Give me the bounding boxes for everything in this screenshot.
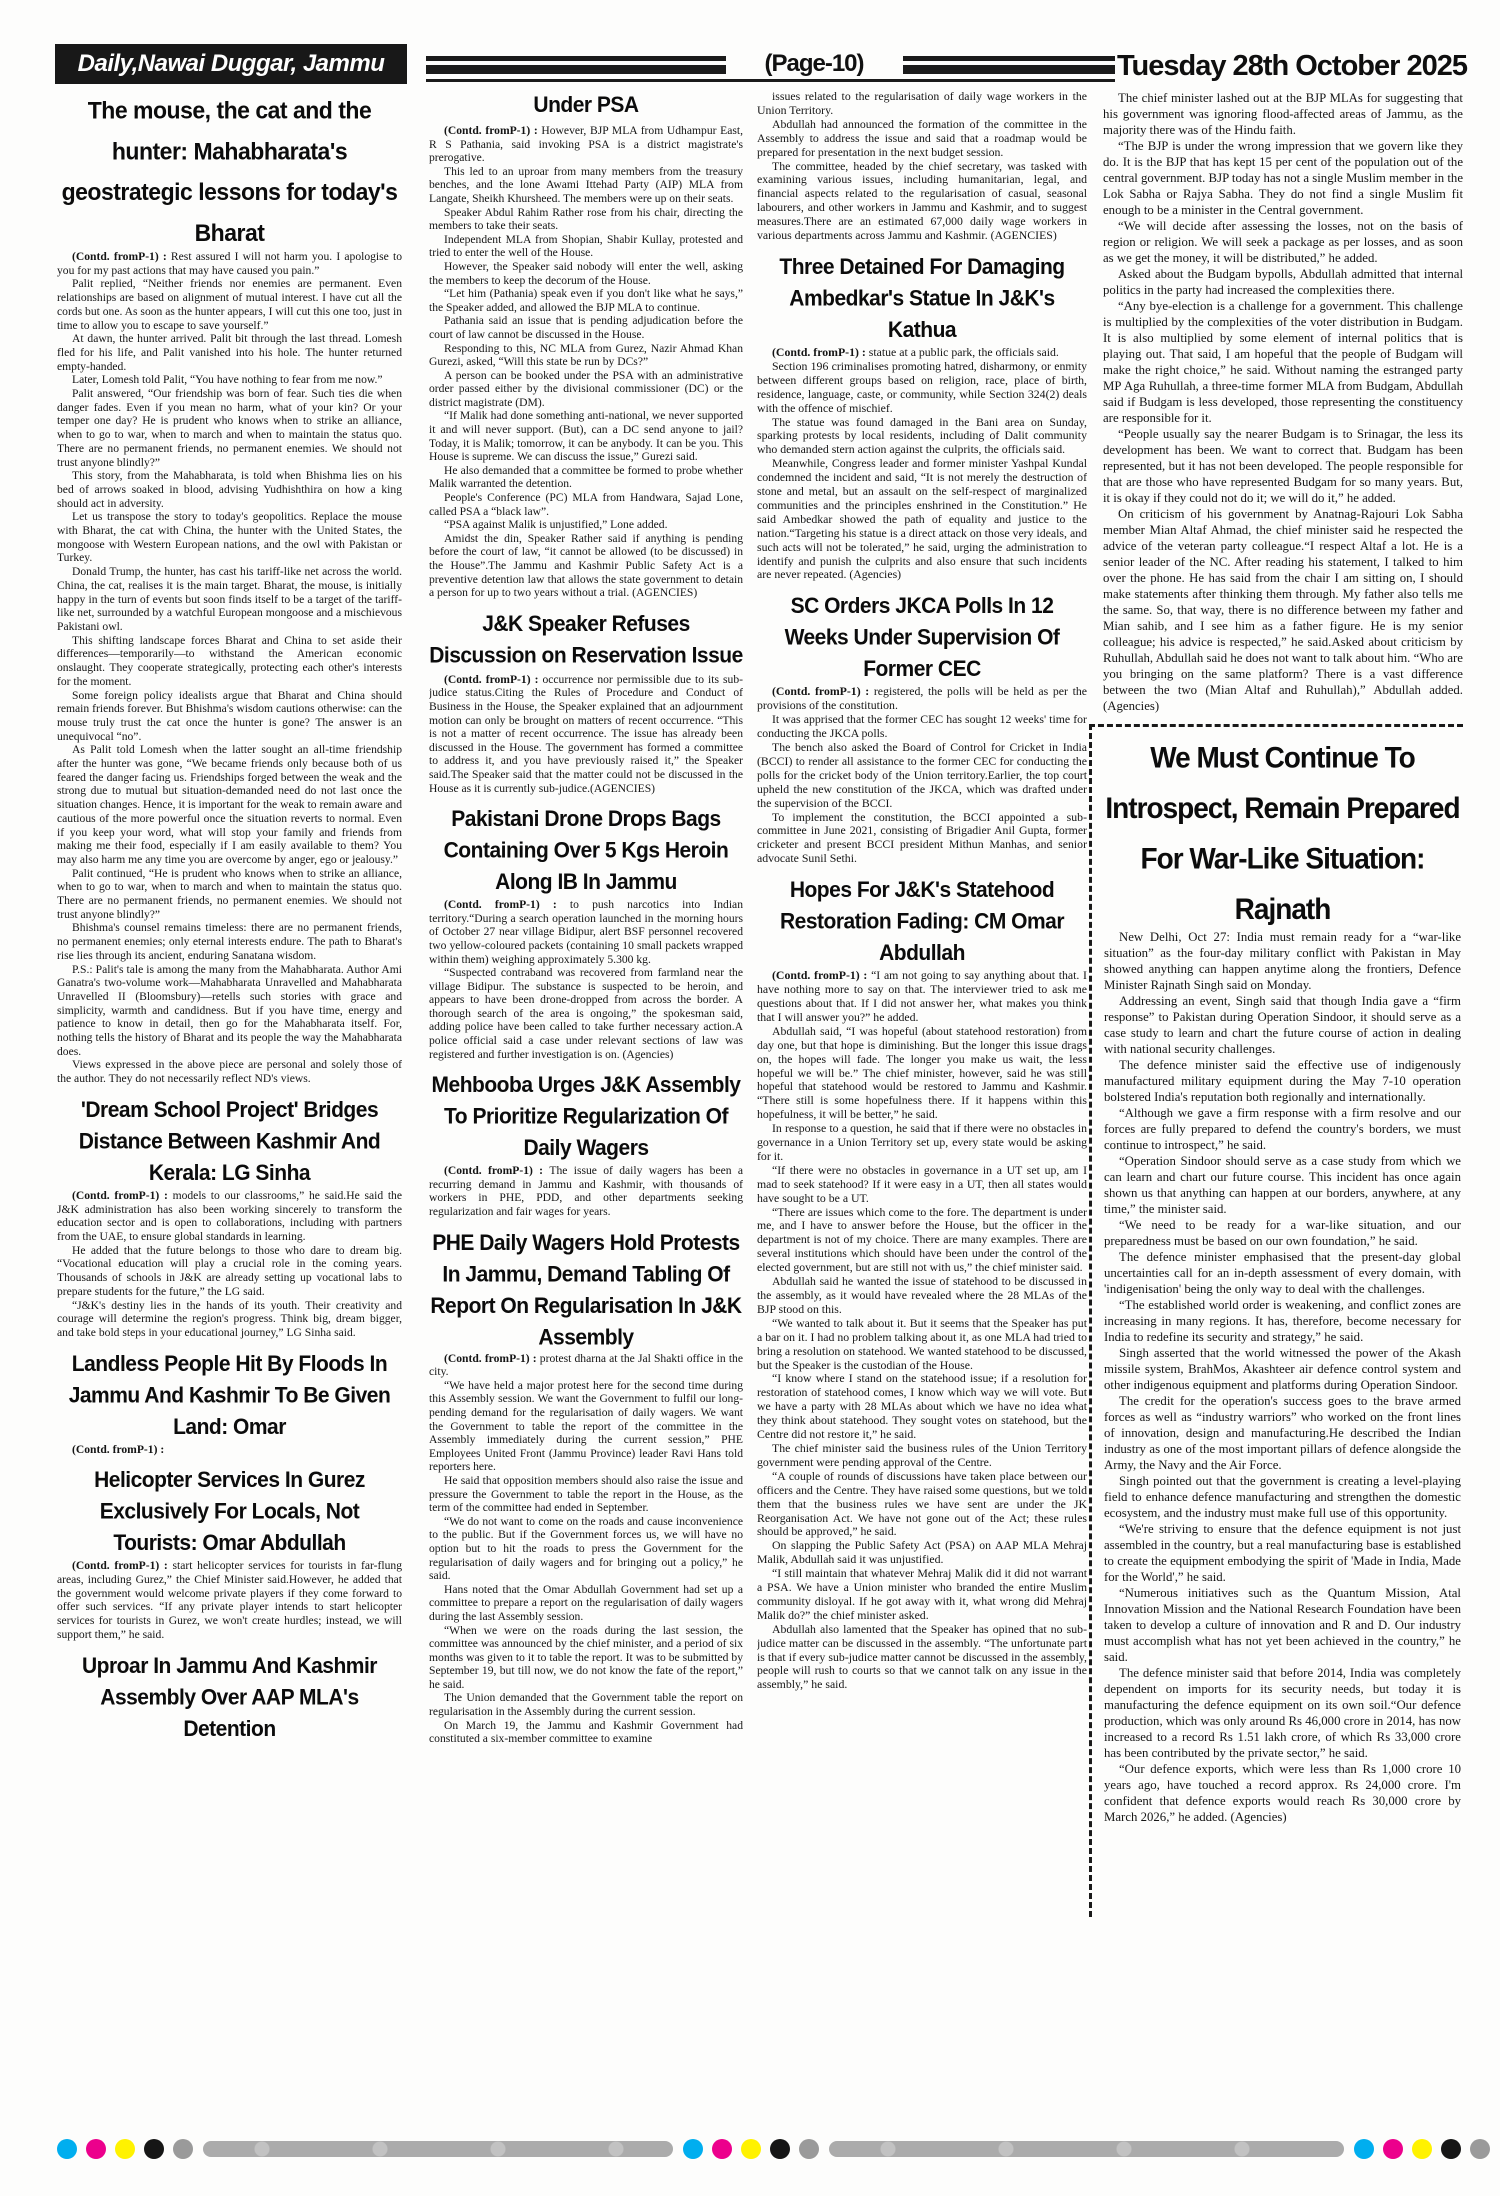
- article-paragraph: Asked about the Budgam bypolls, Abdullah admitted that internal politics in the party had increased the complexities there.: [1103, 267, 1463, 297]
- cyan-dot: [1354, 2139, 1374, 2159]
- yellow-dot: [1412, 2139, 1432, 2159]
- print-registration-marks: [57, 2139, 1493, 2159]
- contd-lead: (Contd. fromP-1) :: [772, 968, 872, 983]
- article-headline: Pakistani Drone Drops Bags Containing Over 5 Kgs Heroin Along IB In Jammu: [443, 807, 729, 895]
- cyan-dot: [683, 2139, 703, 2159]
- article-paragraph: “Numerous initiatives such as the Quantum Mission, Atal Innovation Mission and the National Research Foundation have been taken to develop a culture of innovation and R and D. Our industry must accomplish what has not yet been achieved in the country,” he said.: [1104, 1586, 1461, 1664]
- column-4-continuation: [1089, 90, 1463, 714]
- gray-bar: [203, 2141, 673, 2157]
- article-paragraph: On March 19, the Jammu and Kashmir Government had constituted a six-member committee to examine: [429, 1718, 743, 1746]
- article-paragraph: Hans noted that the Omar Abdullah Government had set up a committee to prepare a report on the regularisation of daily wagers during the last Assembly session.: [429, 1582, 743, 1623]
- article-paragraph: Singh asserted that the world witnessed the power of the Akash missile system, BrahMos, Akashteer air defence control system and other indigenous equipment and platforms during Operation Sindoor.: [1104, 1346, 1461, 1392]
- black-dot: [144, 2139, 164, 2159]
- article-paragraph: The statue was found damaged in the Bani area on Sunday, sparking protests by local residents, including of Dalit community who demanded stern action against the culprits, the officials said.: [757, 414, 1087, 457]
- article-paragraph: “Although we gave a firm response with a firm resolve and our forces are fully prepared to defend the country's borders, we must continue to introspect,” he said.: [1104, 1106, 1461, 1152]
- article-paragraph: “Suspected contraband was recovered from farmland near the village Bidipur. The substance is suspected to be heroin, and appears to have been drone-dropped from across the border. A thorough search of the area is ongoing,” the spokesman said, adding police have been called to take further necessary action.A police official said a case under relevant sections of law was registered and further investigation is on. (Agencies): [429, 966, 743, 1061]
- article-headline: Uproar In Jammu And Kashmir Assembly Over AAP MLA's Detention: [82, 1653, 377, 1741]
- gray-dot: [1470, 2139, 1490, 2159]
- article-headline: We Must Continue To Introspect, Remain Prepared For War-Like Situation: Rajnath: [1105, 741, 1460, 926]
- masthead: Daily,Nawai Duggar, Jammu: [55, 44, 407, 84]
- article-paragraph: (Contd. fromP-1) : “I am not going to say anything about that. I have nothing more to say on that. The interviewer tried to ask me questions about that. If I did not answer her, what makes you think that I will answer you?” he added.: [757, 968, 1087, 1024]
- column-2: [429, 90, 743, 2142]
- article-paragraph: This shifting landscape forces Bharat and China to set aside their differences—temporarily—to withstand the American economic onslaught. They cooperate strategically, protecting each other's interests for the moment.: [57, 633, 402, 688]
- article-paragraph: Palit continued, “He is prudent who knows when to strike an alliance, when to go to war, when to march and when to maintain the status quo. There are no permanent friends, no permanent enemies. We should not trust anyone blindly?”: [57, 866, 402, 921]
- column-4: [1089, 90, 1463, 2142]
- contd-lead: (Contd. fromP-1) :: [444, 124, 542, 137]
- article-paragraph: To implement the constitution, the BCCI appointed a sub-committee in June 2021, consisting of Brigadier Anil Gupta, former cricketer and present BCCI president Mithun Manhas, and senior advocate Sunil Sethi.: [757, 809, 1087, 866]
- article-headline: PHE Daily Wagers Hold Protests In Jammu, Demand Tabling Of Report On Regularisation In J&K Assembly: [430, 1230, 742, 1350]
- article-paragraph: This story, from the Mahabharata, is told when Bhishma lies on his bed of arrows soaked in blood, advising Yudhishthira on how a king should act in adversity.: [57, 469, 402, 510]
- article-headline: SC Orders JKCA Polls In 12 Weeks Under Supervision Of Former CEC: [784, 594, 1060, 682]
- article-paragraph: It was apprised that the former CEC has sought 12 weeks' time for conducting the JKCA polls.: [757, 712, 1087, 741]
- boxed-article: [1089, 724, 1463, 1917]
- article-paragraph: (Contd. fromP-1) : start helicopter services for tourists in far-flung areas, including Gurez,” the Chief Minister said.However, he added that the government would welcome private players if they come forward to offer such services. “If any private player intends to start helicopter services for tourists in Gurez, we won't create hurdles; instead, we will support them,” he said.: [57, 1559, 402, 1641]
- article-paragraph: Some foreign policy idealists argue that Bharat and China should remain friends forever. But Bhishma's wisdom cautions otherwise: can the mouse truly trust the cat once the hunter is gone? The answer is an unequivocal “no”.: [57, 688, 402, 743]
- article-paragraph: “I still maintain that whatever Mehraj Malik did it did not warrant a PSA. We have a Union minister who branded the entire Muslim community disloyal. If he got away with it, what wrong did Mehraj Malik do?” the chief minister asked.: [757, 1566, 1087, 1622]
- article-paragraph: Singh pointed out that the government is creating a level-playing field to enhance defence manufacturing and strengthen the domestic ecosystem, and the industry must make full use of this opportunity.: [1104, 1474, 1461, 1520]
- article-paragraph: “I know where I stand on the statehood issue; if a resolution for restoration of statehood comes, I know which way we will vote. But we have a party with 28 MLAs about which we have no idea what they think about statehood. They sought votes on statehood, but the Centre did not restore it,” he said.: [757, 1371, 1087, 1442]
- article-paragraph: A person can be booked under the PSA with an administrative order passed either by the divisional commissioner (DC) or the district magistrate (DM).: [429, 368, 743, 409]
- article-paragraph: At dawn, the hunter arrived. Palit bit through the last thread. Lomesh fled for his life, and Palit vanished into his hole. The hunter returned empty-handed.: [57, 332, 402, 373]
- article-paragraph: Pathania said an issue that is pending adjudication before the court of law cannot be discussed in the House.: [429, 314, 743, 341]
- article-paragraph: He also demanded that a committee be formed to probe whether Malik warranted the detention.: [429, 463, 743, 491]
- cmyk-dot-group: [683, 2139, 819, 2159]
- article-paragraph: As Palit told Lomesh when the latter sought an all-time friendship after the hunter was gone, “We became friends only because both of us feared the danger facing us. Friendships forged between the weak and the strong due to mutual but situation-demanded need do not last once the situation changes. Hence, it is important for the weak to remain aware and cautious of the more powerful once the situation reverts to normal. Even if you keep your word, what will stop your family and friends from making me their food, especially if I am easily available to them? You may also harm me any time you are overcome by anger, ego or jealousy.”: [57, 743, 402, 866]
- column-1: [57, 90, 402, 2142]
- article-paragraph: On criticism of his government by Anatnag-Rajouri Lok Sabha member Mian Altaf Ahmad, the chief minister said he respected the advice of the veteran party colleague.“I respect Altaf a lot. He is a senior leader of the NC. After reading his statement, I talked to him over the phone. He has said from the chair I am sitting on, I should make statements after thinking them through. My father also tells me the same. So, that way, there is no difference between my father and Mian sahib, and I see him as a father figure. He is my senior colleague; his advice is respected,” he said.Asked about criticism by Ruhullah, Abdullah said he does not want to talk about him. “Who are you bringing on the same platform? There is a vast difference between the two (Mian Altaf and Ruhullah),” Abdullah added. (Agencies): [1103, 507, 1463, 713]
- page-number-label: (Page-10): [764, 50, 864, 77]
- article-paragraph: Section 196 criminalises promoting hatred, disharmony, or enmity between different groups based on religion, race, place of birth, residence, language, caste, or community, while Section 324(2) deals with the offence of mischief.: [757, 358, 1087, 415]
- article-paragraph: “The established world order is weakening, and conflict zones are increasing in many regions. It has, therefore, become necessary for India to redefine its security and strategy,” he said.: [1104, 1298, 1461, 1344]
- article-paragraph: (Contd. fromP-1) : Rest assured I will not harm you. I apologise to you for my past actions that may have caused you pain.”: [57, 250, 402, 277]
- yellow-dot: [115, 2139, 135, 2159]
- article-paragraph: Donald Trump, the hunter, has cast his tariff-like net across the world. China, the cat, realises it is the main target. Bharat, the mouse, is initially happy in the turn of events but soon finds itself to be a target of the tariff-like net, surrounded by a watchful European mongoose and a mischievous Pakistani owl.: [57, 565, 402, 633]
- article-paragraph: “People usually say the nearer Budgam is to Srinagar, the less its development has been. We want to correct that. Budgam has been represented, but it has not been developed. The people responsible for that are those who have represented Budgam for so many years. But, it is okay if they could not do it; we will do it,” he added.: [1103, 427, 1463, 505]
- article-paragraph: Bhishma's counsel remains timeless: there are no permanent friends, no permanent enemies; only eternal interests endure. The path to Bharat's rise lies through its ancient, enduring Sanatana wisdom.: [57, 921, 402, 962]
- article-paragraph: The chief minister lashed out at the BJP MLAs for suggesting that his government was ignoring flood-affected areas of Jammu, as the majority there was of the Hindu faith.: [1103, 91, 1463, 137]
- article-paragraph: (Contd. fromP-1) : models to our classrooms,” he said.He said the J&K administration has also been working sincerely to transform the education sector and is open to collaborations, including with partners from the UAE, to ensure global standards in learning.: [57, 1188, 402, 1243]
- article-paragraph: In response to a question, he said that if there were no obstacles in governance in a Union Territory set up, every state would be asking for it.: [757, 1121, 1087, 1163]
- article-paragraph: On slapping the Public Safety Act (PSA) on AAP MLA Mehraj Malik, Abdullah said it was unjustified.: [757, 1538, 1087, 1567]
- contd-lead: (Contd. fromP-1) :: [72, 1442, 165, 1456]
- article-headline: Under PSA: [533, 93, 639, 118]
- article-paragraph: “We will decide after assessing the losses, not on the basis of region or religion. We will seek a package as per losses, and as soon as we get the money, it will be distributed,” he added.: [1103, 219, 1463, 265]
- contd-lead: (Contd. fromP-1) :: [444, 1351, 540, 1365]
- article-paragraph: Responding to this, NC MLA from Gurez, Nazir Ahmad Khan Gurezi, asked, “Will this state be run by DCs?”: [429, 341, 743, 369]
- article-paragraph: “If Malik had done something anti-national, we never supported it and will never support. (But), can a DC send anyone to jail? Today, it is Malik; tomorrow, it can be anybody. It can be you. This House is supreme. We can discuss the issue,” Gurezi said.: [429, 409, 743, 464]
- article-paragraph: This led to an uproar from many members from the treasury benches, and the lone Awami Ittehad Party (AIP) MLA from Langate, Sheikh Khursheed. The members were up on their seats.: [429, 164, 743, 205]
- article-headline: The mouse, the cat and the hunter: Mahabharata's geostrategic lessons for today's Bharat: [61, 96, 398, 247]
- article-paragraph: “PSA against Malik is unjustified,” Lone added.: [444, 518, 668, 532]
- edition-date: Tuesday 28th October 2025: [1117, 50, 1468, 82]
- gray-dot: [173, 2139, 193, 2159]
- cyan-dot: [57, 2139, 77, 2159]
- article-paragraph: (Contd. fromP-1) : registered, the polls will be held as per the provisions of the constitution.: [757, 684, 1087, 713]
- article-paragraph: Abdullah had announced the formation of the committee in the Assembly to address the issue and said that a roadmap would be prepared for presentation in the next budget session.: [757, 116, 1087, 159]
- article-paragraph: issues related to the regularisation of daily wage workers in the Union Territory.: [757, 90, 1087, 117]
- article-paragraph: New Delhi, Oct 27: India must remain ready for a “war-like situation” as the four-day military conflict with Pakistan in May showed anything can happen anytime along the frontiers, Defence Minister Rajnath Singh said on Monday.: [1104, 930, 1461, 992]
- article-paragraph: “When we were on the roads during the last session, the committee was announced by the chief minister, and a period of six months was given to it to table the report. It was to be submitted by September 19, but till now, we do not know the fate of the report,” he said.: [429, 1623, 743, 1691]
- article-headline: Hopes For J&K's Statehood Restoration Fading: CM Omar Abdullah: [779, 878, 1065, 966]
- article-paragraph: The defence minister said the effective use of indigenously manufactured military equipment during the May 7-10 operation bolstered India's reputation both regionally and internationally.: [1104, 1058, 1461, 1104]
- article-paragraph: Abdullah said he wanted the issue of statehood to be discussed in the assembly, as it would have revealed where the 28 MLAs of the BJP stood on this.: [757, 1274, 1087, 1316]
- article-paragraph: “We need to be ready for a war-like situation, and our preparedness must be based on our own foundation,” he said.: [1104, 1218, 1461, 1248]
- article-paragraph: Palit answered, “Our friendship was born of fear. Such ties die when danger fades. Even if you mean no harm, what of your kin? Or your temper one day? He is prudent who knows when to strike an alliance, when to go to war, when to march and when to maintain the status quo. There are no permanent friends, no permanent enemies. We should not trust anyone blindly?”: [57, 387, 402, 469]
- contd-lead: (Contd. fromP-1) :: [72, 1188, 173, 1202]
- article-paragraph: (Contd. fromP-1) : However, BJP MLA from Udhampur East, R S Pathania, said invoking PSA is a district magistrate's prerogative.: [429, 124, 743, 165]
- article-headline: Helicopter Services In Gurez Exclusively For Locals, Not Tourists: Omar Abdullah: [94, 1468, 365, 1556]
- article-paragraph: He added that the future belongs to those who dare to dream big. “Vocational education will play a crucial role in the coming years. Thousands of schools in J&K are already setting up vocational labs to prepare students for the future,” the LG said.: [57, 1243, 402, 1298]
- article-paragraph: Let us transpose the story to today's geopolitics. Replace the mouse with Bharat, the cat with China, the hunter with the United States, the mongoose with Western European nations, and the owl with Pakistan or Turkey.: [57, 510, 402, 565]
- article-paragraph: The credit for the operation's success goes to the brave armed forces as well as “industry warriors” who worked on the front lines of innovation, design and manufacturing.He described the Indian industry as one of the most important pillars of defence alongside the Army, the Navy and the Air Force.: [1104, 1394, 1461, 1472]
- article-headline: 'Dream School Project' Bridges Distance Between Kashmir And Kerala: LG Sinha: [78, 1098, 381, 1186]
- article-headline: J&K Speaker Refuses Discussion on Reservation Issue: [429, 611, 743, 668]
- article-paragraph: Later, Lomesh told Palit, “You have nothing to fear from me now.”: [72, 373, 383, 387]
- article-paragraph: “Our defence exports, which were less than Rs 1,000 crore 10 years ago, have touched a record approx. Rs 24,000 crore. I'm confident that defence exports would reach Rs 30,000 crore by March 2026,” he added. (Agencies): [1104, 1762, 1461, 1824]
- article-paragraph: “If there were no obstacles in governance in a UT set up, am I mad to seek statehood? If it were easy in a UT, then all states would have sought to be a UT.: [757, 1162, 1087, 1205]
- article-paragraph: “We have held a major protest here for the second time during this Assembly session. We want the Government to fulfil our long-pending demand for the regularisation of daily wagers. We want the Government to table the report of the committee in the Assembly immediately during the current session,” PHE Employees United Front (Jammu Province) leader Ravi Hans told reporters here.: [429, 1378, 743, 1474]
- article-paragraph: “Any bye-election is a challenge for a government. This challenge is multiplied by the complexities of the voter distribution in Budgam. It is also multiplied by some element of internal politics that is playing out. That said, I am hopeful that the people of Budgam will make the right choice,” he said. Without naming the estranged party MP Aga Ruhullah, a three-time former MLA from Budgam, Abdullah said if Budgam is less developed, those representing the constituency are responsible for it.: [1103, 299, 1463, 425]
- article-paragraph: (Contd. fromP-1) : The issue of daily wagers has been a recurring demand in Jammu and Kashmir, with thousands of workers in PHE, PDD, and other departments seeking regularization and fair wages for years.: [429, 1164, 743, 1219]
- article-paragraph: (Contd. fromP-1) : protest dharna at the Jal Shakti office in the city.: [429, 1351, 743, 1379]
- article-paragraph: Addressing an event, Singh said that though India gave a “firm response” to Pakistan during Operation Sindoor, it should serve as a case study to learn and chart the future course of action in dealing with national security challenges.: [1104, 994, 1461, 1056]
- contd-lead: (Contd. fromP-1) :: [444, 898, 570, 912]
- article-headline: Mehbooba Urges J&K Assembly To Prioritize Regularization Of Daily Wagers: [431, 1073, 741, 1161]
- article-paragraph: Meanwhile, Congress leader and former minister Yashpal Kundal condemned the incident and said, “It is not merely the destruction of stone and metal, but an assault on the self-respect of marginalized communities and the principles enshrined in the Constitution.” He said Ambedkar showed the path of equality and justice to the nation.“Targeting his statue is a direct attack on those very ideals, and such acts will not be tolerated,” he said, urging the administration to identify and punish the culprits and also ensure that such incidents are never repeated. (Agencies): [757, 456, 1087, 582]
- gray-dot: [799, 2139, 819, 2159]
- contd-lead: (Contd. fromP-1) :: [444, 672, 543, 686]
- article-paragraph: People's Conference (PC) MLA from Handwara, Sajad Lone, called PSA a “black law”.: [429, 491, 743, 518]
- yellow-dot: [741, 2139, 761, 2159]
- contd-lead: (Contd. fromP-1) :: [72, 1559, 173, 1573]
- article-paragraph: “There are issues which come to the fore. The department is under me, and I have to answer before the House, but the officer in the department is not of my choice. There are many examples. There are several institutions which should have been under the control of the elected government, but are still not with us,” the chief minister said.: [757, 1204, 1087, 1275]
- contd-lead: (Contd. fromP-1) :: [72, 250, 171, 263]
- article-paragraph: Palit replied, “Neither friends nor enemies are permanent. Even relationships are based on alignment of mutual interest. I have cut all the cords but one. As soon as the hunter appears, I will cut this one too, just in time to allow you to escape to save yourself.”: [57, 277, 402, 332]
- article-paragraph: The committee, headed by the chief secretary, was tasked with examining various issues, including humanitarian, legal, and financial aspects related to the regularisation of casual, seasonal labourers, and other workers in Jammu and Kashmir, and to suggest measures.There are an estimated 67,000 daily wage workers in various departments across Jammu and Kashmir. (AGENCIES): [757, 158, 1087, 243]
- article-paragraph: The Union demanded that the Government table the report on regularisation in the Assembly during the current session.: [429, 1691, 743, 1719]
- article-paragraph: [57, 1443, 402, 1457]
- article-paragraph: (Contd. fromP-1) : occurrence nor permissible due to its sub-judice status.Citing the Rules of Procedure and Conduct of Business in the House, the Speaker explained that an adjournment motion can only be brought on matters of recent occurrence. “This is not a matter of recent occurrence. The issue has already been discussed in the House. The government has formed a committee to address it, and you have previously raised it,” the Speaker said.The Speaker said that the matter could not be discussed in the House as it is currently sub-judice.(AGENCIES): [429, 672, 743, 795]
- article-headline: Landless People Hit By Floods In Jammu And Kashmir To Be Given Land: Omar: [68, 1351, 391, 1439]
- cmyk-dot-group: [1354, 2139, 1490, 2159]
- article-paragraph: The chief minister said the business rules of the Union Territory government were pending approval of the Centre.: [757, 1440, 1087, 1469]
- cmyk-dot-group: [57, 2139, 193, 2159]
- black-dot: [770, 2139, 790, 2159]
- article-paragraph: However, the Speaker said nobody will enter the well, asking the members to keep the decorum of the House.: [429, 259, 743, 287]
- article-paragraph: Independent MLA from Shopian, Shabir Kullay, protested and tried to enter the well of the House.: [429, 232, 743, 260]
- contd-lead: (Contd. fromP-1) :: [444, 1164, 550, 1178]
- article-headline: Three Detained For Damaging Ambedkar's Statue In J&K's Kathua: [779, 255, 1065, 343]
- magenta-dot: [712, 2139, 732, 2159]
- contd-lead: (Contd. fromP-1) :: [772, 344, 869, 359]
- black-dot: [1441, 2139, 1461, 2159]
- article-paragraph: “The BJP is under the wrong impression that we govern like they do. It is the BJP that has kept 15 per cent of the population out of the central government. BJP today has not a single Muslim member in the Lok Sabha or Rajya Sabha. They do not find a single Muslim fit enough to be a minister in the Central government.: [1103, 139, 1463, 217]
- article-paragraph: Views expressed in the above piece are personal and solely those of the author. They do not necessarily reflect ND's views.: [57, 1058, 402, 1086]
- contd-lead: (Contd. fromP-1) :: [772, 684, 874, 699]
- magenta-dot: [1383, 2139, 1403, 2159]
- article-paragraph: The bench also asked the Board of Control for Cricket in India (BCCI) to render all assistance to the former CEC for conducting the polls for the cricket body of the Union territory.Earlier, the top court upheld the new constitution of the JKCA, which was drafted under the supervision of the BCCI.: [757, 740, 1087, 810]
- article-paragraph: “Let him (Pathania) speak even if you don't like what he says,” the Speaker added, and allowed the BJP MLA to continue.: [429, 287, 743, 314]
- article-paragraph: The defence minister said that before 2014, India was completely dependent on imports for its security needs, but today it is manufacturing the defence equipment on its own soil.“Our defence production, which was only around Rs 46,000 crore in 2014, has now increased to a record Rs 1.51 lakh crore, of which Rs 33,000 crore has been contributed by the private sector,” he said.: [1104, 1666, 1461, 1760]
- article-paragraph: P.S.: Palit's tale is among the many from the Mahabharata. Author Ami Ganatra's two-volume work—Mahabharata Unravelled and Mahabharata Unravelled II (Bloomsbury)—retells such stories with grace and simplicity, warmth and candidness. But if you have time, energy and patience to know in detail, then go for the Mahabharata itself. For, nothing tells the history of Bharat and its people the way the Mahabharata does.: [57, 962, 402, 1058]
- article-paragraph: “A couple of rounds of discussions have taken place between our officers and the Centre. They have raised some questions, but we told them that the business rules we have sent are under the JK Reorganisation Act. We have not gone out of the Act; these rules should be approved,” he said.: [757, 1468, 1087, 1539]
- article-paragraph: “We do not want to come on the roads and cause inconvenience to the public. But if the Government forces us, we will have no option but to hit the roads to press the Government for the regularisation of daily wagers and for bringing out a policy,” he said.: [429, 1514, 743, 1583]
- article-paragraph: Speaker Abdul Rahim Rather rose from his chair, directing the members to take their seats.: [429, 205, 743, 233]
- article-paragraph: “We wanted to talk about it. But it seems that the Speaker has put a bar on it. I had no problem talking about it, as one MLA had tried to bring a resolution on statehood. We wanted statehood to be discussed, but the Speaker is the custodian of the House.: [757, 1315, 1087, 1372]
- article-paragraph: (Contd. fromP-1) : to push narcotics into Indian territory.“During a search operation launched in the morning hours of October 27 near village Bidipur, alert BSF personnel recovered two yellow-coloured packets (containing 10 small packets wrapped within them) weighing approximately 5.300 kg.: [429, 898, 743, 966]
- article-paragraph: Abdullah also lamented that the Speaker has opined that no sub-judice matter can be discussed in the assembly. “The unfortunate part is that if every sub-judice matter cannot be discussed in the assembly, people will rush to courts so that we cannot talk on any issue in the assembly,” he said.: [757, 1621, 1087, 1692]
- article-paragraph: “J&K's destiny lies in the hands of its youth. Their creativity and courage will determine the region's progress. Think big, dream bigger, and take bold steps in your educational journey,” LG Sinha said.: [57, 1298, 402, 1339]
- article-paragraph: Amidst the din, Speaker Rather said if anything is pending before the court of law, “it cannot be allowed (to be discussed) in the House”.The Jammu and Kashmir Public Safety Act is a preventive detention law that allows the state government to detain a person for up to two years without a trial. (AGENCIES): [429, 531, 743, 600]
- header-thin-rule: [426, 79, 1115, 82]
- article-paragraph: “We're striving to ensure that the defence equipment is not just assembled in the country, but a real manufacturing base is established to create the equipment embodying the spirit of 'Made in India, Made for the World',” he said.: [1104, 1522, 1461, 1584]
- gray-bar: [829, 2141, 1344, 2157]
- column-3: [757, 90, 1087, 2142]
- article-paragraph: The defence minister emphasised that the present-day global uncertainties call for an in-depth assessment of every domain, with 'indigenisation' being the only way to deal with the challenges.: [1104, 1250, 1461, 1296]
- article-paragraph: He said that opposition members should also raise the issue and pressure the Government to table the report in the House, as the term of the committee had ended in September.: [429, 1473, 743, 1515]
- article-paragraph: Abdullah said, “I was hopeful (about statehood restoration) from day one, but that hope is diminishing. But the longer this issue drags on, the hopes will fade. The longer you make us wait, the less hopeful we will be.” The chief minister, however, said he was still hopeful that statehood would be restored to Jammu and Kashmir. “There still is some hopefulness there. If it happens within this hopefulness, it will be better,” he said.: [757, 1023, 1087, 1122]
- magenta-dot: [86, 2139, 106, 2159]
- article-paragraph: “Operation Sindoor should serve as a case study from which we can learn and chart our future course. This incident has once again shown us that anything can happen at our borders, anywhere, at any time,” the minister said.: [1104, 1154, 1461, 1216]
- article-paragraph: (Contd. fromP-1) : statue at a public park, the officials said.: [772, 344, 1059, 359]
